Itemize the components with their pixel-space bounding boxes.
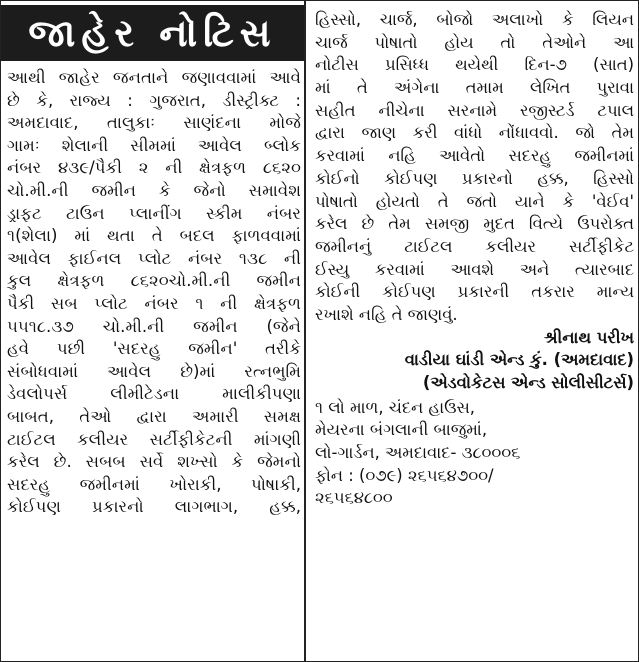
address-line: મેયરના બંગલાની બાજુમાં, [315, 420, 488, 440]
address-block [315, 397, 634, 510]
text-line: કરેલ છે. સબબ સર્વે શખ્સો કે જેમનો [7, 452, 301, 472]
text-line: માં તે અંગેના તમામ લેખિત પુરાવા [315, 78, 634, 98]
left-column [1, 1, 306, 661]
text-line: ચાર્જ પોષાતો હોય તો તેઓને આ [315, 32, 634, 52]
text-line: હવે પછી 'સદરહુ જમીન' તરીકે [7, 339, 301, 359]
text-line: સદરહુ જમીનમાં ખોરાકી, પોષાકી, [7, 474, 301, 494]
text-line: આવેલ ફાઈનલ પ્લોટ નંબર ૧૩૮ ની [7, 248, 301, 268]
firm-designation: (એડવોકેટસ એન્ડ સોલીસીટર્સ) [422, 373, 634, 392]
text-line: નોટીસ પ્રસિધ્ધ થયેથી દિન-૭ (સાત) [315, 55, 634, 75]
text-line: ગામઃ શેલાની સીમમાં આવેલ બ્લોક [7, 135, 301, 155]
text-line: ૧(શેલા) માં થતા તે બદલ ફાળવવામાં [7, 226, 301, 246]
text-line: પૈકી સબ પ્લોટ નંબર ૧ ની ક્ષેત્રફળ [7, 293, 301, 313]
text-line: જમીનનું ટાઈટલ કલીયર સર્ટીફીકેટ [315, 236, 634, 256]
signatory-name: શ્રીનાથ પરીખ [544, 327, 634, 347]
address-line: લો-ગાર્ડન, અમદાવાદ- ૩૮૦૦૦૬ [315, 443, 521, 463]
right-column [306, 1, 638, 661]
right-body-text [315, 9, 634, 327]
text-line: કરેલ છે તેમ સમજી મુદત વિત્યે ઉપરોક્ત [315, 214, 634, 234]
signature-block [315, 327, 634, 395]
text-line: અમદાવાદ, તાલુકાઃ સાણંદના મોજે [7, 113, 301, 133]
text-line: કોઈનો કોઈપણ પ્રકારનો હક્ક, હિસ્સો [315, 168, 634, 188]
phone-line-cont: ૨૬૫૬૪૮૦૦ [315, 488, 393, 508]
text-line: ચો.મી.ની જમીન કે જેનો સમાવેશ [7, 180, 301, 200]
text-line: ડ્રાફટ ટાઉન પ્લાનીંગ સ્કીમ નંબર [7, 203, 301, 223]
text-line: ૫૫૧૮.૩૭ ચો.મી.ની જમીન (જેને [7, 316, 301, 336]
text-line: કુલ ક્ષેત્રફળ ૮૬૨૦ચો.મી.ની જમીન [7, 271, 301, 291]
text-line: કોઈપણ પ્રકારનો લાગભાગ, હક્ક, [7, 497, 301, 517]
text-line: પોષાતો હોયતો તે જતો યાને કે 'વેઈવ' [315, 191, 634, 211]
text-line: કોઈની કોઈપણ પ્રકારની તકરાર માન્ય [315, 282, 634, 302]
text-line: છે કે, રાજ્ય : ગુજરાત, ડીસ્ટ્રીક્ટ : [7, 90, 301, 110]
text-line: આથી જાહેર જનતાને જણાવવામાં આવે [7, 68, 301, 87]
text-line: ઈસ્યુ કરવામાં આવશે અને ત્યારબાદ [315, 259, 634, 279]
text-line: હિસ્સો, ચાર્જ, બોજો અલાખો કે લિયન [315, 10, 634, 29]
firm-name: વાડીયા ઘાંડી એન્ડ કું. (અમદાવાદ) [404, 350, 634, 370]
text-line: કરવામાં નહિ આવેતો સદરહુ જમીનમાં [315, 146, 634, 166]
notice-title: જાહેર નોટિસ [1, 5, 304, 61]
left-body-text [7, 67, 301, 519]
text-line: દ્વારા જાણ કરી વાંધો નોંધાવવો. જો તેમ [315, 123, 634, 143]
text-line: સંબોધવામાં આવેલ છે)માં રત્નભુમિ [7, 361, 301, 381]
address-line: ૧ લો માળ, ચંદન હાઉસ, [315, 397, 475, 417]
text-line: નંબર ૪૩૯/પૈકી ૨ ની ક્ષેત્રફળ ૮૬૨૦ [7, 158, 301, 178]
text-line: રખાશે નહિ તે જાણવું. [315, 304, 458, 324]
text-line: ડેવલોપર્સ લીમીટેડના માલીકીપણા [7, 384, 301, 404]
text-line: બાબત, તેઓ દ્વારા અમારી સમક્ષ [7, 406, 301, 426]
text-line: ટાઈટલ કલીયર સર્ટીફીકેટની માંગણી [7, 429, 301, 449]
text-line: સહીત નીચેના સરનામે રજીસ્ટર્ડ ટપાલ [315, 100, 634, 120]
phone-line: ફોન : (૦૭૯) ૨૬૫૬૪૭૦૦/ [315, 465, 494, 485]
